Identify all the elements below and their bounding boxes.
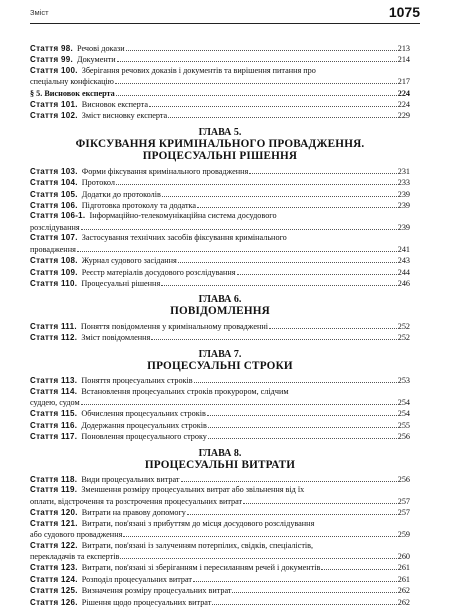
dot-leader: [81, 397, 397, 405]
toc-entry-line: [30, 99, 410, 110]
article-label: Стаття 106.: [30, 201, 78, 211]
article-title: Визначення розміру процесуальних витрат: [81, 586, 232, 596]
article-label: Стаття 119.: [30, 485, 78, 495]
article-title: Документи: [77, 55, 116, 65]
dot-leader: [187, 507, 397, 515]
dot-leader: [232, 585, 396, 593]
dot-leader: [237, 267, 397, 275]
dot-leader: [212, 597, 396, 605]
toc-entry-line: [30, 585, 410, 596]
toc-entry[interactable]: [30, 200, 410, 211]
toc-entry[interactable]: [30, 332, 410, 343]
toc-entry-first-line: [30, 485, 410, 495]
toc-page-number: 262: [397, 586, 410, 596]
article-label: Стаття 118.: [30, 475, 78, 485]
toc-page-number: 252: [397, 321, 410, 331]
toc-entry-line: [30, 43, 410, 54]
article-label: Стаття 112.: [30, 333, 78, 343]
article-title: Підготовка протоколу та додатка: [81, 201, 197, 211]
article-title: Поновлення процесуального строку: [81, 432, 207, 442]
toc-page-number: 254: [397, 397, 410, 407]
toc-entry[interactable]: [30, 233, 410, 255]
dot-leader: [123, 529, 396, 537]
article-title: Розподіл процесуальних витрат: [81, 574, 192, 584]
article-label: Стаття 113.: [30, 376, 78, 386]
toc-entry[interactable]: [30, 99, 410, 110]
article-title: Висновок експерта: [81, 100, 148, 110]
dot-leader: [168, 110, 397, 118]
article-label: Стаття 121.: [30, 518, 78, 528]
article-title: Витрати, пов'язані зі зберіганням і пересиланням речей і документів: [81, 563, 321, 573]
chapter-title: ФІКСУВАННЯ КРИМІНАЛЬНОГО ПРОВАДЖЕННЯ.: [75, 137, 365, 150]
article-title-continued: оплати, відстрочення та розстрочення процесуальних витрат: [30, 496, 243, 506]
toc-entry-line: [30, 321, 410, 332]
article-label: Стаття 115.: [30, 409, 78, 419]
toc-page-number: 213: [397, 44, 410, 53]
chapter-title: ПОВІДОМЛЕННЯ: [170, 305, 270, 318]
toc-entry-line: [30, 574, 410, 585]
toc-page-number: 217: [397, 77, 410, 87]
toc-entry[interactable]: [30, 255, 410, 266]
toc-entry-line: [30, 420, 410, 431]
toc-entry[interactable]: [30, 585, 410, 596]
article-title: Зменшення розміру процесуальних витрат або звільнення від їх: [81, 485, 305, 495]
toc-entry[interactable]: [30, 420, 410, 431]
toc-entry[interactable]: [30, 321, 410, 332]
toc-entry-line: [30, 110, 410, 121]
toc-entry[interactable]: [30, 562, 410, 573]
toc-entry[interactable]: [30, 189, 410, 200]
dot-leader: [151, 332, 396, 340]
toc-page-number: 243: [397, 256, 410, 266]
article-title: Додержання процесуальних строків: [81, 420, 207, 430]
toc-entry-second-line: [30, 222, 410, 233]
toc-entry[interactable]: [30, 278, 410, 289]
article-title: Зміст висновку експерта: [81, 111, 168, 121]
toc-entry[interactable]: [30, 43, 410, 54]
toc-entry-first-line: [30, 541, 410, 551]
toc-entry-line: [30, 166, 410, 177]
article-title: Обчислення процесуальних строків: [81, 409, 206, 419]
toc-page-number: 256: [397, 475, 410, 485]
toc-page-number: 239: [397, 222, 410, 232]
toc-entry-second-line: [30, 244, 410, 255]
article-label: Стаття 116.: [30, 420, 78, 430]
article-title-continued: суддею, судом: [30, 397, 80, 407]
chapter-title: ПРОЦЕСУАЛЬНІ СТРОКИ: [147, 359, 293, 372]
toc-entry-line: [30, 408, 410, 419]
toc-page-number: 229: [397, 111, 410, 121]
toc-entry[interactable]: [30, 597, 410, 608]
article-label: Стаття 114.: [30, 386, 78, 396]
toc-entry-second-line: [30, 529, 410, 540]
article-label: Стаття 106-1.: [30, 211, 86, 221]
toc-page-number: 252: [397, 333, 410, 343]
dot-leader: [194, 375, 397, 383]
dot-leader: [116, 177, 397, 185]
toc-page-number: 260: [397, 551, 410, 561]
article-label: Стаття 126.: [30, 597, 78, 607]
dot-leader: [197, 200, 397, 208]
toc-page-number: 224: [397, 100, 410, 110]
article-title: Додатки до протоколів: [81, 189, 161, 199]
toc-entry-first-line: [30, 519, 410, 529]
toc-page-number: 256: [397, 432, 410, 442]
toc-entry-line: [30, 332, 410, 343]
toc-page-number: 231: [397, 166, 410, 176]
toc-entry-first-line: [30, 387, 410, 397]
toc-entry[interactable]: [30, 431, 410, 442]
article-title: Зміст повідомлення: [81, 333, 151, 343]
article-label: Стаття 102.: [30, 111, 78, 121]
article-label: Стаття 104.: [30, 178, 78, 188]
article-label: Стаття 110.: [30, 278, 78, 288]
toc-entry-second-line: [30, 496, 410, 507]
dot-leader: [208, 431, 397, 439]
toc-page-number: 241: [397, 244, 410, 254]
article-title: Інформаційно-телекомунікаційна система досудового: [89, 211, 277, 221]
table-of-contents: [30, 43, 410, 608]
toc-page-number: 239: [397, 201, 410, 211]
toc-entry-line: [30, 562, 410, 573]
toc-entry-line: [30, 255, 410, 266]
chapter-title: ПРОЦЕСУАЛЬНІ ВИТРАТИ: [144, 458, 296, 471]
article-title: Види процесуальних витрат: [81, 475, 180, 485]
toc-entry[interactable]: [30, 110, 410, 121]
article-title: Зберігання речових доказів і документів та вирішення питання про: [81, 65, 316, 75]
dot-leader: [249, 166, 396, 174]
chapter-number: ГЛАВА 7.: [198, 348, 242, 360]
toc-page-number: 239: [397, 189, 410, 199]
toc-entry[interactable]: [30, 507, 410, 518]
article-title-continued: провадження: [30, 244, 76, 254]
toc-entry[interactable]: [30, 267, 410, 278]
dot-leader: [321, 562, 396, 570]
toc-page-number: 224: [397, 88, 410, 98]
article-label: Стаття 125.: [30, 586, 78, 596]
article-label: Стаття 111.: [30, 321, 77, 331]
toc-page-number: 262: [397, 597, 410, 607]
article-label: Стаття 101.: [30, 100, 78, 110]
toc-page-number: 261: [397, 574, 410, 584]
toc-entry-line: [30, 54, 410, 65]
toc-entry-line: [30, 267, 410, 278]
toc-entry-line: [30, 189, 410, 200]
article-label: Стаття 98.: [30, 44, 73, 53]
article-title: Форми фіксування кримінального провадження: [81, 166, 249, 176]
section-line: [30, 88, 410, 99]
toc-entry-first-line: [30, 211, 410, 221]
article-title-continued: перекладачів та експертів: [30, 551, 120, 561]
article-label: Стаття 105.: [30, 189, 78, 199]
toc-entry[interactable]: [30, 66, 410, 88]
article-title: Речові докази: [77, 44, 125, 53]
toc-page-number: 244: [397, 267, 410, 277]
article-label: Стаття 107.: [30, 233, 78, 243]
dot-leader: [81, 222, 397, 230]
toc-entry-line: [30, 177, 410, 188]
article-title: Реєстр матеріалів досудового розслідування: [81, 267, 236, 277]
article-title: Встановлення процесуальних строків прокурором, слідчим: [81, 386, 289, 396]
article-title: Витрати, пов'язані із залученням потерпілих, свідків, спеціалістів,: [81, 540, 314, 550]
article-title-continued: розслідування: [30, 222, 80, 232]
dot-leader: [207, 408, 397, 416]
article-label: Стаття 124.: [30, 574, 78, 584]
dot-leader: [120, 551, 396, 559]
toc-page-number: 214: [397, 55, 410, 65]
toc-entry[interactable]: [30, 387, 410, 409]
article-label: Стаття 108.: [30, 256, 78, 266]
dot-leader: [116, 88, 397, 96]
toc-page-number: 233: [397, 178, 410, 188]
section-heading[interactable]: [30, 88, 410, 99]
toc-entry-line: [30, 597, 410, 608]
toc-entry[interactable]: [30, 375, 410, 386]
toc-entry[interactable]: [30, 211, 410, 233]
toc-page-number: 253: [397, 376, 410, 386]
running-head: Зміст: [30, 8, 49, 17]
article-label: Стаття 122.: [30, 540, 78, 550]
article-label: Стаття 117.: [30, 432, 78, 442]
section-title: § 5. Висновок експерта: [30, 88, 115, 98]
toc-page-number: 255: [397, 420, 410, 430]
article-title: Поняття повідомлення у кримінальному провадженні: [80, 321, 269, 331]
toc-entry-line: [30, 375, 410, 386]
dot-leader: [117, 54, 397, 62]
article-title: Протокол: [81, 178, 115, 188]
dot-leader: [115, 76, 397, 84]
toc-entry-line: [30, 474, 410, 485]
article-title: Поняття процесуальних строків: [81, 376, 193, 386]
article-label: Стаття 123.: [30, 563, 78, 573]
dot-leader: [149, 99, 397, 107]
page-header: [30, 3, 420, 24]
article-title: Процесуальні рішення: [81, 278, 161, 288]
toc-entry[interactable]: [30, 519, 410, 541]
dot-leader: [161, 278, 397, 286]
dot-leader: [269, 321, 397, 329]
toc-page-number: 259: [397, 530, 410, 540]
dot-leader: [243, 496, 397, 504]
article-label: Стаття 109.: [30, 267, 78, 277]
toc-entry[interactable]: [30, 485, 410, 507]
article-title: Витрати на правову допомогу: [81, 508, 186, 518]
toc-page-number: 257: [397, 496, 410, 506]
article-label: Стаття 100.: [30, 65, 78, 75]
toc-entry-line: [30, 507, 410, 518]
article-title: Застосування технічних засобів фіксування кримінального: [81, 233, 287, 243]
toc-entry[interactable]: [30, 54, 410, 65]
toc-page-number: 254: [397, 409, 410, 419]
dot-leader: [162, 189, 397, 197]
toc-entry[interactable]: [30, 166, 410, 177]
toc-page-number: 246: [397, 278, 410, 288]
chapter-number: ГЛАВА 5.: [198, 126, 242, 138]
dot-leader: [178, 255, 397, 263]
chapter-number: ГЛАВА 8.: [198, 447, 242, 459]
article-title: Журнал судового засідання: [81, 256, 177, 266]
article-label: Стаття 99.: [30, 55, 73, 65]
article-label: Стаття 103.: [30, 166, 78, 176]
dot-leader: [77, 244, 397, 252]
dot-leader: [208, 420, 397, 428]
toc-entry-first-line: [30, 66, 410, 76]
toc-entry-line: [30, 200, 410, 211]
toc-entry-second-line: [30, 397, 410, 408]
article-label: Стаття 120.: [30, 508, 78, 518]
toc-entry-first-line: [30, 233, 410, 243]
toc-entry-second-line: [30, 76, 410, 87]
toc-entry[interactable]: [30, 474, 410, 485]
toc-entry[interactable]: [30, 541, 410, 563]
toc-page-number: 257: [397, 508, 410, 518]
article-title: Витрати, пов'язані з прибуттям до місця досудового розслідування: [81, 518, 315, 528]
toc-entry[interactable]: [30, 408, 410, 419]
toc-page-number: 261: [397, 563, 410, 573]
page-number: 1075: [388, 4, 420, 20]
article-title-continued: або судового провадження: [30, 530, 123, 540]
dot-leader: [193, 574, 397, 582]
toc-entry[interactable]: [30, 574, 410, 585]
chapter-number: ГЛАВА 6.: [198, 294, 242, 306]
dot-leader: [126, 43, 397, 51]
chapter-title-line2: ПРОЦЕСУАЛЬНІ РІШЕННЯ: [142, 150, 298, 163]
dot-leader: [181, 474, 397, 482]
toc-entry-second-line: [30, 551, 410, 562]
article-title: Рішення щодо процесуальних витрат: [81, 597, 212, 607]
toc-entry-line: [30, 431, 410, 442]
toc-entry-line: [30, 278, 410, 289]
article-title-continued: спеціальну конфіскацію: [30, 77, 114, 87]
toc-entry[interactable]: [30, 177, 410, 188]
